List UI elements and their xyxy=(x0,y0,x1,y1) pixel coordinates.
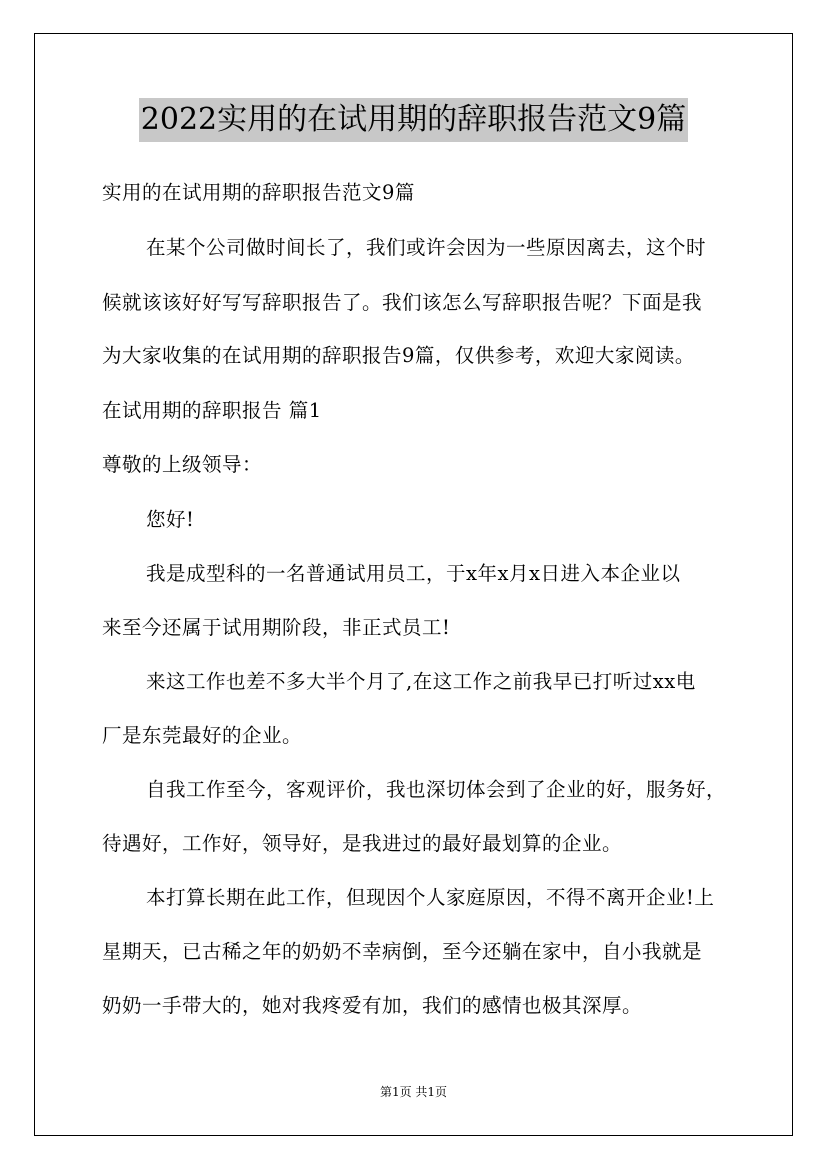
paragraph-line: 候就该该好好写写辞职报告了。我们该怎么写辞职报告呢？下面是我 xyxy=(102,291,703,314)
paragraph-line: 自我工作至今，客观评价，我也深切体会到了企业的好，服务好， xyxy=(146,778,727,801)
greeting: 您好! xyxy=(146,508,195,531)
paragraph-line: 奶奶一手带大的，她对我疼爱有加，我们的感情也极其深厚。 xyxy=(102,994,643,1017)
title-container xyxy=(0,98,827,142)
paragraph-line: 厂是东莞最好的企业。 xyxy=(102,724,303,747)
paragraph-line: 我是成型科的一名普通试用员工，于x年x月x日进入本企业以 xyxy=(146,562,681,585)
paragraph-line: 星期天，已古稀之年的奶奶不幸病倒，至今还躺在家中，自小我就是 xyxy=(102,940,703,963)
paragraph-line: 待遇好，工作好，领导好，是我进过的最好最划算的企业。 xyxy=(102,832,623,855)
section-heading: 在试用期的辞职报告 篇1 xyxy=(102,399,322,422)
paragraph-line: 来至今还属于试用期阶段，非正式员工! xyxy=(102,616,451,639)
paragraph-line: 为大家收集的在试用期的辞职报告9篇，仅供参考，欢迎大家阅读。 xyxy=(102,344,695,367)
subtitle-line: 实用的在试用期的辞职报告范文9篇 xyxy=(102,181,415,204)
document-title: 2022实用的在试用期的辞职报告范文9篇 xyxy=(139,98,688,142)
salutation: 尊敬的上级领导： xyxy=(102,453,263,476)
page-number-footer: 第1页 共1页 xyxy=(379,1085,448,1099)
paragraph-line: 来这工作也差不多大半个月了,在这工作之前我早已打听过xx电 xyxy=(146,670,696,693)
paragraph-line: 本打算长期在此工作，但现因个人家庭原因，不得不离开企业!上 xyxy=(146,886,715,909)
paragraph-line: 在某个公司做时间长了，我们或许会因为一些原因离去，这个时 xyxy=(146,236,707,259)
